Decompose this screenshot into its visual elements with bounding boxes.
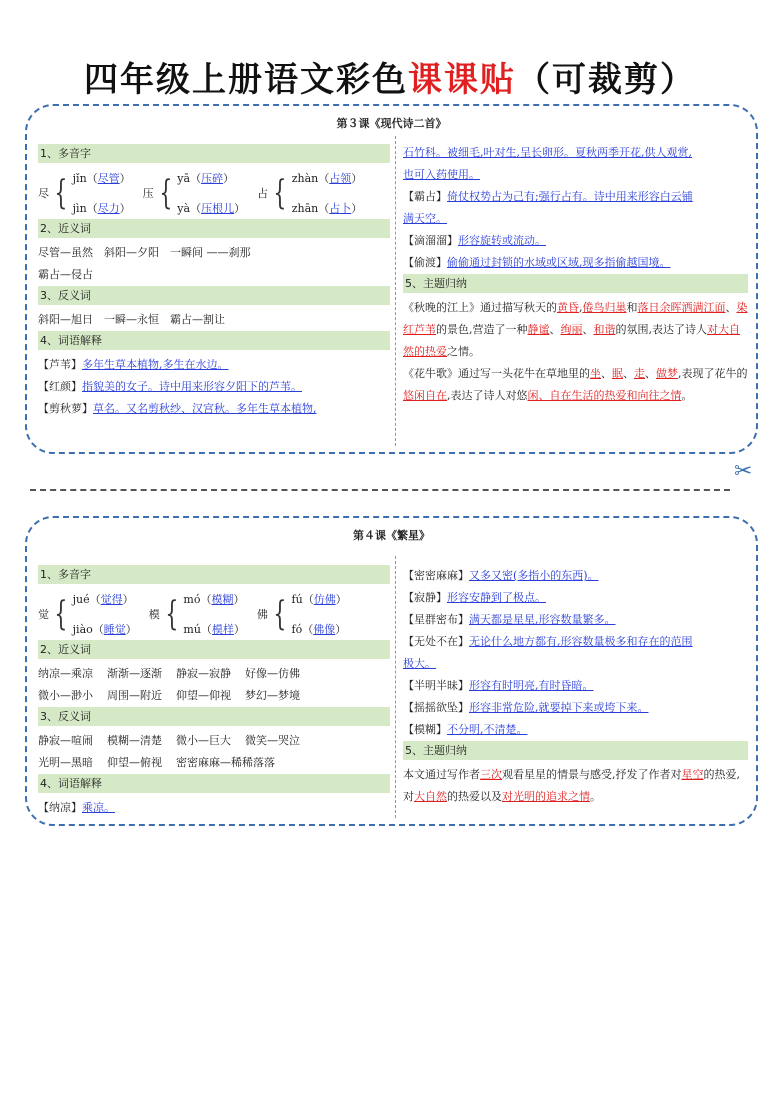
definition-text: 乘凉。 bbox=[82, 801, 115, 814]
definition-term: 【纳凉】 bbox=[38, 801, 82, 814]
definition-text: 满天都是星星,形容数量繁多。 bbox=[469, 613, 616, 626]
word-pair: 梦幻—梦境 bbox=[245, 689, 300, 702]
brace-icon: { bbox=[273, 594, 287, 634]
definition-text: 指貌美的女子。诗中用来形容夕阳下的芦苇。 bbox=[82, 380, 302, 393]
section-heading: 1、多音字 bbox=[38, 144, 390, 163]
text: 的热爱,对 bbox=[403, 768, 740, 803]
text: 。 bbox=[681, 389, 693, 402]
word-pair: 光明—黑暗 bbox=[38, 756, 93, 769]
definition-item bbox=[38, 797, 390, 819]
column-divider bbox=[395, 136, 396, 446]
pinyin: jiào bbox=[72, 623, 93, 636]
definition-text: 形容旋转或流动。 bbox=[458, 234, 546, 247]
example-word: 占卜 bbox=[329, 202, 352, 215]
definition-term: 【芦苇】 bbox=[38, 358, 82, 371]
text: 之情。 bbox=[447, 345, 480, 358]
example-word: 模糊 bbox=[211, 593, 234, 606]
keyword: 染红芦苇 bbox=[403, 301, 748, 336]
definition-item bbox=[38, 398, 390, 420]
text: 围,表达了诗人 bbox=[637, 323, 707, 336]
example-word: 占领 bbox=[329, 172, 352, 185]
pinyin: jué bbox=[72, 593, 90, 606]
definition-text: 极大。 bbox=[403, 657, 436, 670]
definition-item bbox=[403, 675, 748, 697]
keyword: 做梦 bbox=[656, 367, 678, 380]
polyphone-options: zhàn（占领） zhān（占卜） bbox=[291, 172, 363, 215]
polyphone-options: fú（仿佛） fó（佛像） bbox=[291, 593, 347, 636]
word-pair: 纳凉—乘凉 bbox=[38, 667, 93, 680]
polyphone-options: jǐn（尽管） jìn（尽力） bbox=[72, 172, 131, 215]
text: 《花牛歌》通过写一头花牛在草地里的 bbox=[403, 367, 590, 380]
synonym-row bbox=[38, 685, 390, 707]
pinyin: mó bbox=[183, 593, 201, 606]
definition-item bbox=[403, 186, 748, 208]
section-heading: 2、近义词 bbox=[38, 640, 390, 659]
definition-term: 【滴溜溜】 bbox=[403, 234, 458, 247]
pinyin: jìn bbox=[72, 202, 87, 215]
word-pair: 仰望—仰视 bbox=[176, 689, 231, 702]
text: 。 bbox=[590, 790, 601, 803]
keyword: 眠 bbox=[612, 367, 623, 380]
text: 、 bbox=[549, 323, 561, 336]
pinyin: jǐn bbox=[72, 172, 87, 185]
word-pair: 好像—仿佛 bbox=[245, 667, 300, 680]
pinyin: mú bbox=[183, 623, 201, 636]
definition-item bbox=[403, 230, 748, 252]
lesson-4-left-column bbox=[38, 565, 390, 819]
definition-text: 无论什么地方都有,形容数量极多和存在的范围 bbox=[469, 635, 693, 648]
pinyin: yā bbox=[177, 172, 191, 185]
example-word: 压根儿 bbox=[201, 202, 235, 215]
antonym-line: 斜阳—旭日 一瞬—永恒 霸占—割让 bbox=[38, 313, 225, 326]
brace-icon: { bbox=[54, 173, 68, 213]
word-pair: 静寂—寂静 bbox=[176, 667, 231, 680]
keyword: 走 bbox=[634, 367, 645, 380]
keyword: 倦鸟归巢 bbox=[582, 301, 627, 314]
keyword: 和谐 bbox=[593, 323, 616, 336]
definition-term: 【星群密布】 bbox=[403, 613, 469, 626]
title-highlight: 课课贴 bbox=[408, 60, 516, 100]
theme-summary bbox=[403, 764, 748, 808]
example-word: 仿佛 bbox=[313, 593, 336, 606]
definition-item bbox=[403, 587, 748, 609]
example-word: 尽力 bbox=[97, 202, 120, 215]
scissors-icon: ✂ bbox=[734, 459, 753, 484]
keyword: 对大自然的热爱 bbox=[403, 323, 740, 358]
pinyin: zhàn bbox=[291, 172, 319, 185]
text: 的氛 bbox=[615, 323, 638, 336]
lesson-3-left-column bbox=[38, 144, 390, 420]
theme-summary bbox=[403, 363, 748, 407]
section-heading: 4、词语解释 bbox=[38, 331, 390, 350]
column-divider bbox=[395, 556, 396, 818]
brace-icon: { bbox=[158, 173, 172, 213]
text: 本文通过写作者 bbox=[403, 768, 480, 781]
definition-text: 草名。又名剪秋纱、汉宫秋。多年生草本植物, bbox=[93, 402, 317, 415]
antonym-row bbox=[38, 730, 390, 752]
text: 的热爱以及 bbox=[447, 790, 502, 803]
example-word: 尽管 bbox=[97, 172, 120, 185]
word-pair: 周围—附近 bbox=[107, 689, 162, 702]
polyphone-options: mó（模糊） mú（模样） bbox=[183, 593, 245, 636]
polyphone-options: jué（觉得） jiào（睡觉） bbox=[72, 593, 137, 636]
polyphone-char: 尽 bbox=[38, 187, 49, 200]
polyphone-char: 觉 bbox=[38, 608, 49, 621]
definition-text: 满天空。 bbox=[403, 212, 447, 225]
definition-item bbox=[38, 376, 390, 398]
brace-icon: { bbox=[165, 594, 179, 634]
definition-term: 【密密麻麻】 bbox=[403, 569, 469, 582]
lesson-3-title: 第３课《现代诗二首》 bbox=[336, 117, 447, 130]
text: 、 bbox=[601, 367, 612, 380]
definition-continuation bbox=[403, 142, 748, 164]
brace-icon: { bbox=[54, 594, 68, 634]
keyword: 闲、自在生活的热爱 bbox=[527, 389, 627, 402]
definition-text: 多年生草本植物,多生在水边。 bbox=[82, 358, 229, 371]
keyword: 坐 bbox=[590, 367, 601, 380]
lesson-4-title: 第４课《繁星》 bbox=[353, 529, 430, 542]
text: 、 bbox=[582, 323, 594, 336]
word-pair: 微小—渺小 bbox=[38, 689, 93, 702]
synonym-line: 尽管—虽然 斜阳—夕阳 一瞬间 ——刹那 bbox=[38, 246, 251, 259]
definition-text: 不分明,不清楚。 bbox=[447, 723, 528, 736]
definition-item bbox=[403, 252, 748, 274]
definition-text: 形容有时明亮,有时昏暗。 bbox=[469, 679, 594, 692]
polyphone-row bbox=[38, 588, 390, 640]
text: , bbox=[579, 301, 583, 314]
polyphone-char: 压 bbox=[142, 187, 154, 200]
definition-item bbox=[403, 609, 748, 631]
definition-term: 【霸占】 bbox=[403, 190, 447, 203]
definition-continuation bbox=[403, 653, 748, 675]
text: 、 bbox=[725, 301, 737, 314]
text: 和 bbox=[626, 301, 638, 314]
section-heading: 3、反义词 bbox=[38, 707, 390, 726]
pinyin: yà bbox=[177, 202, 191, 215]
text: 《秋晚的江上》通过描写秋天的 bbox=[403, 301, 557, 314]
keyword: 对光明的追求之情 bbox=[502, 790, 590, 803]
cut-line bbox=[30, 489, 730, 491]
word-pair: 静寂—喧闹 bbox=[38, 734, 93, 747]
polyphone-char: 占 bbox=[257, 187, 269, 200]
title-part-1: 四年级上册语文彩色 bbox=[84, 60, 408, 100]
word-pair: 微小—巨大 bbox=[176, 734, 231, 747]
word-pair: 模糊—清楚 bbox=[107, 734, 162, 747]
definition-term: 【寂静】 bbox=[403, 591, 447, 604]
brace-icon: { bbox=[273, 173, 287, 213]
definition-text: 石竹科。被细毛,叶对生,呈长卵形。夏秋两季开花,供人观赏, bbox=[403, 146, 692, 159]
definition-text: 倚仗权势占为己有;强行占有。诗中用来形容白云铺 bbox=[447, 190, 693, 203]
section-heading: 5、主题归纳 bbox=[403, 741, 748, 760]
keyword: 悠闲自在 bbox=[403, 389, 447, 402]
text: 的景色,营造了一种 bbox=[436, 323, 528, 336]
definition-item bbox=[403, 565, 748, 587]
page-title bbox=[0, 52, 780, 101]
keyword: 落日余晖洒 bbox=[637, 301, 693, 314]
polyphone-char: 模 bbox=[148, 608, 160, 621]
section-heading: 4、词语解释 bbox=[38, 774, 390, 793]
polyphone-row bbox=[38, 167, 390, 219]
text: 、 bbox=[645, 367, 656, 380]
definition-text: 形容非常危险,就要掉下来或垮下来。 bbox=[469, 701, 649, 714]
title-part-2: （可裁剪） bbox=[516, 60, 696, 100]
polyphone-char: 佛 bbox=[256, 608, 268, 621]
definition-item bbox=[403, 631, 748, 653]
example-word: 佛像 bbox=[313, 623, 336, 636]
definition-text: 形容安静到了极点。 bbox=[447, 591, 546, 604]
pinyin: fó bbox=[291, 623, 303, 636]
word-pair: 微笑—哭泣 bbox=[245, 734, 300, 747]
definition-continuation bbox=[403, 208, 748, 230]
definition-term: 【半明半昧】 bbox=[403, 679, 469, 692]
definition-term: 【红颜】 bbox=[38, 380, 82, 393]
example-word: 模样 bbox=[211, 623, 234, 636]
text: ,表现了花牛的 bbox=[678, 367, 748, 380]
keyword: 星空 bbox=[681, 768, 704, 781]
definition-text: 也可入药使用。 bbox=[403, 168, 480, 181]
keyword: 三次 bbox=[480, 768, 502, 781]
synonym-line: 霸占—侵占 bbox=[38, 268, 93, 281]
section-heading: 5、主题归纳 bbox=[403, 274, 748, 293]
theme-summary bbox=[403, 297, 748, 363]
text: 观看星星的情景与感受,抒发了作者对 bbox=[502, 768, 682, 781]
text: ,表达了诗人对悠 bbox=[447, 389, 528, 402]
definition-term: 【剪秋萝】 bbox=[38, 402, 93, 415]
definition-item bbox=[403, 697, 748, 719]
lesson-3-card bbox=[25, 104, 758, 454]
lesson-3-right-column bbox=[403, 142, 748, 407]
lesson-4-right-column bbox=[403, 565, 748, 808]
example-word: 觉得 bbox=[100, 593, 123, 606]
section-heading: 3、反义词 bbox=[38, 286, 390, 305]
section-heading: 1、多音字 bbox=[38, 565, 390, 584]
pinyin: zhān bbox=[291, 202, 319, 215]
polyphone-options: yā（压碎） yà（压根儿） bbox=[177, 172, 246, 215]
keyword: 绚丽 bbox=[560, 323, 583, 336]
lesson-4-card bbox=[25, 516, 758, 826]
keyword: 大自然 bbox=[414, 790, 447, 803]
keyword: 静谧 bbox=[527, 323, 550, 336]
keyword: 满江面 bbox=[692, 301, 726, 314]
word-pair: 密密麻麻—稀稀落落 bbox=[176, 756, 275, 769]
definition-term: 【模糊】 bbox=[403, 723, 447, 736]
word-pair: 仰望—俯视 bbox=[107, 756, 162, 769]
word-pair: 渐渐—逐渐 bbox=[107, 667, 162, 680]
definition-item bbox=[38, 354, 390, 376]
text: 、 bbox=[623, 367, 634, 380]
definition-term: 【摇摇欲坠】 bbox=[403, 701, 469, 714]
definition-text: 又多又密(多指小的东西)。 bbox=[469, 569, 599, 582]
definition-item bbox=[403, 719, 748, 741]
definition-text: 偷偷通过封锁的水域或区域,现多指偷越国境。 bbox=[447, 256, 671, 269]
keyword: 和向往之情 bbox=[626, 389, 682, 402]
antonym-row bbox=[38, 752, 390, 774]
definition-continuation bbox=[403, 164, 748, 186]
example-word: 睡觉 bbox=[103, 623, 126, 636]
definition-term: 【偷渡】 bbox=[403, 256, 447, 269]
example-word: 压碎 bbox=[201, 172, 224, 185]
section-heading: 2、近义词 bbox=[38, 219, 390, 238]
synonym-row bbox=[38, 663, 390, 685]
definition-term: 【无处不在】 bbox=[403, 635, 469, 648]
keyword: 黄昏 bbox=[557, 301, 579, 314]
pinyin: fú bbox=[291, 593, 303, 606]
